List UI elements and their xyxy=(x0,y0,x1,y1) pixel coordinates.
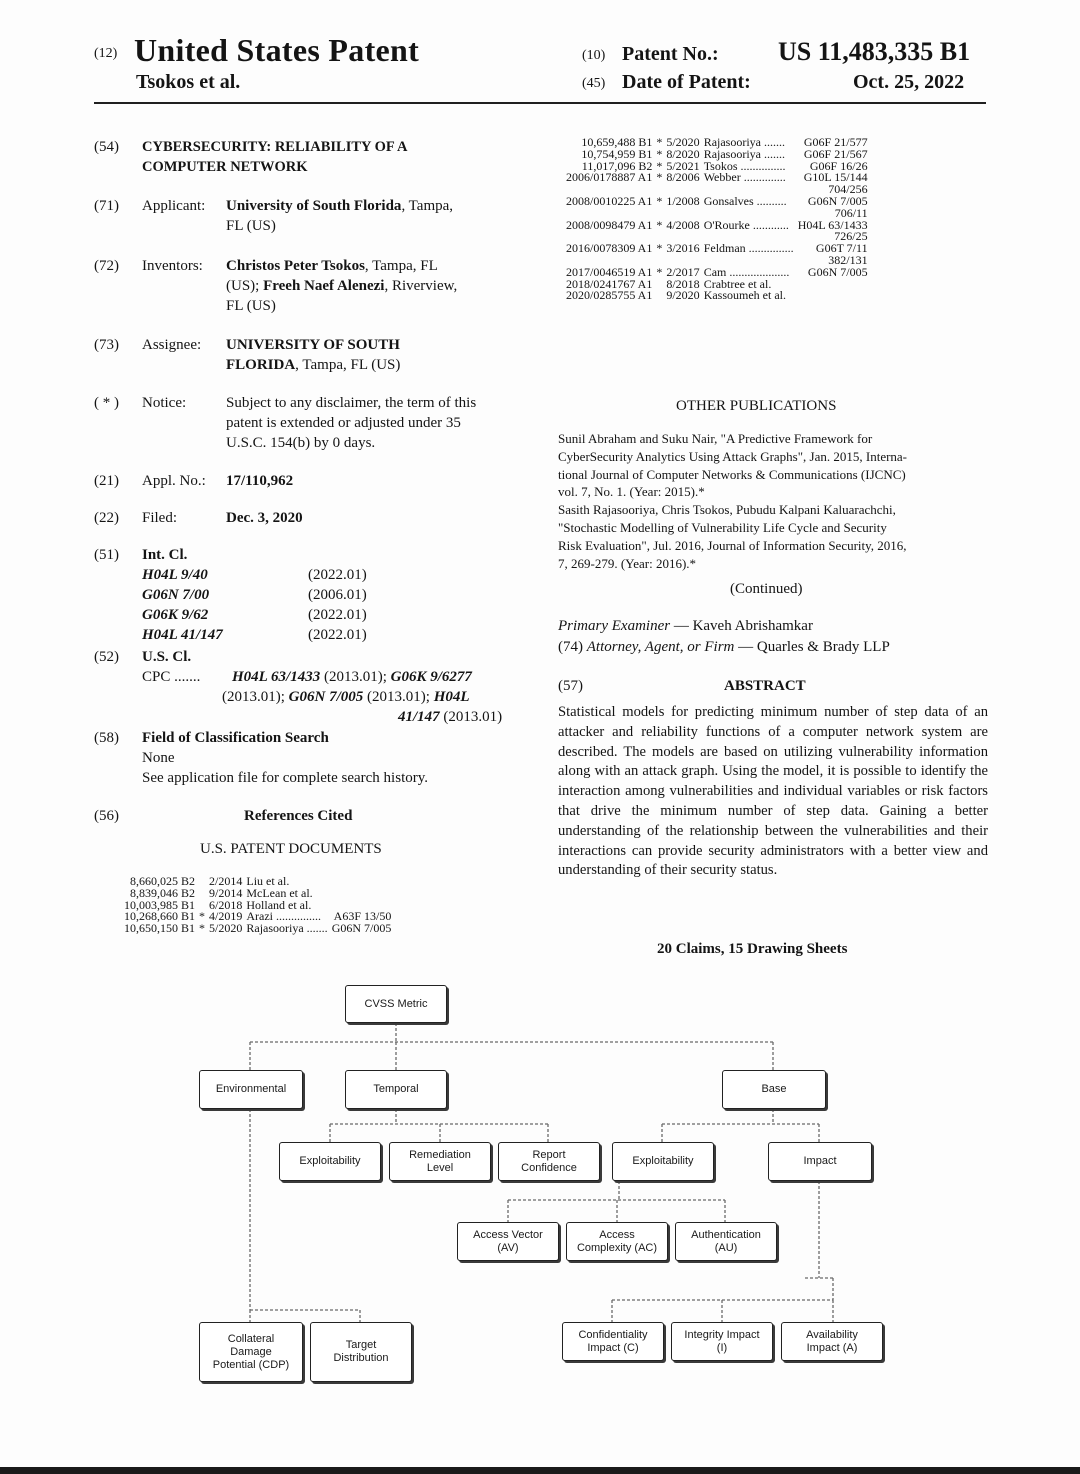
field-number-10: (10) xyxy=(582,48,606,63)
int-class-1-year: (2022.01) xyxy=(308,567,367,583)
ref-name: Webber .............. xyxy=(703,170,786,185)
node-label xyxy=(691,1229,761,1255)
ref-cited-by-examiner: * xyxy=(199,921,206,936)
node-label-line: Damage xyxy=(230,1345,272,1358)
field-of-search-label: Field of Classification Search xyxy=(142,730,329,746)
field-57-num: (57) xyxy=(558,678,583,694)
node-collateral-damage-potential xyxy=(199,1322,303,1382)
attorney-label: Attorney, Agent, or Firm xyxy=(586,639,735,655)
ref-cited-by-examiner: * xyxy=(656,170,663,185)
ref-cited-by-examiner: * xyxy=(656,241,663,256)
ref-cited-by-examiner: * xyxy=(656,146,663,161)
int-class-4: H04L 41/147 xyxy=(142,627,223,643)
field-51-num: (51) xyxy=(94,547,119,563)
node-temporal xyxy=(345,1070,447,1109)
ref-class: G06N 7/005 xyxy=(807,264,868,279)
int-class-3-year: (2022.01) xyxy=(308,607,367,623)
node-label: Environmental xyxy=(215,1083,287,1095)
node-label-line: Distribution xyxy=(333,1352,389,1364)
references-cited-label: References Cited xyxy=(244,808,353,824)
field-52-num: (52) xyxy=(94,649,119,665)
field-21-num: (21) xyxy=(94,473,119,489)
inventors-label: Inventors: xyxy=(142,258,203,274)
node-cvss-metric xyxy=(345,985,447,1023)
applicant-city: , Tampa, xyxy=(401,198,454,214)
int-class-1: H04L 9/40 xyxy=(142,567,208,583)
ref-class: G06F 21/577 xyxy=(803,135,868,149)
ref-name: Arazi ............... xyxy=(246,909,322,924)
notice-line1: Subject to any disclaimer, the term of this xyxy=(226,395,477,411)
node-label xyxy=(577,1229,657,1255)
date-of-patent-label: Date of Patent: xyxy=(622,71,751,93)
node-label-line: Collateral xyxy=(227,1332,275,1345)
ref-class: G06N 7/005 xyxy=(331,921,392,936)
node-access-complexity xyxy=(566,1222,668,1261)
publication-line: tional Journal of Computer Networks & Communications (IJCNC) xyxy=(558,466,906,482)
ref-doc-number: 2016/0078309 A1 xyxy=(566,241,653,256)
assignee-line1: UNIVERSITY OF SOUTH xyxy=(226,337,400,353)
cpc-year-4: (2013.01) xyxy=(439,709,503,725)
ref-name: Gonsalves .......... xyxy=(703,193,787,208)
inventor-2-name: Freeh Naef Alenezi xyxy=(263,278,385,294)
ref-doc-number: 8,660,025 B2 xyxy=(130,874,196,888)
node-label-line: Potential (CDP) xyxy=(212,1358,290,1371)
node-label-line: Authentication xyxy=(691,1228,761,1241)
node-label: Exploitability xyxy=(632,1155,694,1167)
ref-cited-by-examiner: * xyxy=(656,135,663,149)
field-of-search-value: None xyxy=(142,750,175,766)
field-54-num: (54) xyxy=(94,139,119,155)
node-impact xyxy=(768,1142,872,1181)
appl-no-label: Appl. No.: xyxy=(142,473,206,489)
cpc-year-1: (2013.01); xyxy=(320,669,391,685)
applicant-label: Applicant: xyxy=(142,198,206,214)
publication-line: Risk Evaluation", Jul. 2016, Journal of Information Security, 2016, xyxy=(558,537,907,553)
field-56-num: (56) xyxy=(94,808,119,824)
cpc-class-1: H04L 63/1433 xyxy=(232,669,321,685)
ref-date: 2/2017 xyxy=(666,264,700,279)
ref-class: 726/25 xyxy=(834,229,868,244)
node-label: Exploitability xyxy=(299,1155,361,1167)
assignee-label: Assignee: xyxy=(142,337,202,353)
ref-class: G06F 21/567 xyxy=(803,146,868,161)
ref-doc-number: 10,003,985 B1 xyxy=(124,897,196,912)
ref-name: Holland et al. xyxy=(246,897,312,912)
node-label-line: Target xyxy=(345,1339,377,1351)
patent-number: US 11,483,335 B1 xyxy=(778,37,971,66)
ref-class: 382/131 xyxy=(828,252,868,267)
node-integrity-impact xyxy=(671,1322,773,1361)
ref-name: Liu et al. xyxy=(246,874,290,888)
cpc-class-3: G06N 7/005 xyxy=(288,689,364,705)
node-label-line: (AV) xyxy=(497,1241,519,1254)
node-label-line: Integrity Impact xyxy=(684,1328,760,1341)
date-of-patent: Oct. 25, 2022 xyxy=(853,71,965,93)
ref-doc-number: 2008/0098479 A1 xyxy=(566,217,653,232)
ref-date: 3/2016 xyxy=(666,241,700,256)
inventor-1-country: (US); xyxy=(226,278,264,294)
publication-line: Sasith Rajasooriya, Chris Tsokos, Pubudu Kalpani Kaluarachchi, xyxy=(558,502,896,518)
abstract-text: Statistical models for predicting minimum number of step data of an attacker and reliability functions of a computer network system are described. The models are based on utilizing vulnerability information along with an attack graph. Using the model, it is possible to identify the interaction among vulnerabilities and individual variables or risk factors that drive the minimum number of step data. Gaining a better understanding of the relationship between the vulnerabilities and their interactions can provide security administrators with a better view and understanding of their security status. xyxy=(558,704,988,879)
node-label-line: (I) xyxy=(716,1341,728,1354)
cpc-label: CPC ....... xyxy=(142,669,201,685)
inventors-short: Tsokos et al. xyxy=(136,71,241,93)
bottom-border xyxy=(0,1467,1080,1474)
ref-date: 4/2008 xyxy=(666,217,700,232)
ref-date: 8/2006 xyxy=(666,170,700,185)
field-72-num: (72) xyxy=(94,258,119,274)
node-label xyxy=(578,1329,647,1355)
ref-cited-by-examiner: * xyxy=(656,158,663,173)
ref-doc-number: 2008/0010225 A1 xyxy=(566,193,653,208)
attorney-name: — Quarles & Brady LLP xyxy=(734,639,890,655)
node-access-vector xyxy=(457,1222,559,1261)
node-target-distribution xyxy=(310,1322,412,1382)
primary-examiner-label: Primary Examiner xyxy=(558,618,671,634)
node-label xyxy=(333,1339,388,1365)
applicant-name: University of South Florida xyxy=(226,198,402,214)
node-base-exploitability xyxy=(612,1142,714,1181)
node-label xyxy=(806,1329,858,1355)
field-74-num: (74) xyxy=(558,639,583,655)
node-label xyxy=(684,1329,759,1355)
ref-doc-number: 11,017,096 B2 xyxy=(581,158,653,173)
int-class-2: G06N 7/00 xyxy=(142,587,210,603)
ref-doc-number: 2020/0285755 A1 xyxy=(566,288,653,303)
ref-name: Rajasooriya ....... xyxy=(246,921,328,936)
node-label-line: (AU) xyxy=(714,1241,738,1254)
ref-name: Cam .................... xyxy=(703,264,790,279)
node-label: CVSS Metric xyxy=(364,997,428,1010)
ref-class: 704/256 xyxy=(828,182,868,197)
cpc-year-3: (2013.01); xyxy=(363,689,434,705)
field-22-num: (22) xyxy=(94,510,119,526)
node-label xyxy=(213,1333,289,1372)
node-label-line: Report xyxy=(532,1148,566,1161)
ref-doc-number: 2006/0178887 A1 xyxy=(566,170,653,185)
node-label-line: Remediation xyxy=(409,1148,471,1161)
node-availability-impact xyxy=(781,1322,883,1361)
ref-class: G06N 7/005 xyxy=(807,193,868,208)
int-class-2-year: (2006.01) xyxy=(308,587,367,603)
node-label: Impact xyxy=(803,1155,837,1167)
int-class-3: G06K 9/62 xyxy=(142,607,209,623)
node-temporal-exploitability xyxy=(279,1142,381,1181)
int-class-4-year: (2022.01) xyxy=(308,627,367,643)
ref-cited-by-examiner: * xyxy=(656,217,663,232)
node-remediation-level xyxy=(389,1142,491,1181)
int-cl-label: Int. Cl. xyxy=(142,547,188,563)
notice-line3: U.S.C. 154(b) by 0 days. xyxy=(226,435,376,451)
node-label-line: Access Vector xyxy=(473,1228,543,1241)
continued-note: (Continued) xyxy=(730,581,803,597)
ref-doc-number: 2017/0046519 A1 xyxy=(566,264,653,279)
ref-date: 8/2018 xyxy=(666,276,700,291)
node-report-confidence xyxy=(498,1142,600,1181)
cpc-class-4-end: 41/147 xyxy=(398,709,440,725)
notice-label: Notice: xyxy=(142,395,187,411)
ref-class: H04L 63/1433 xyxy=(797,217,868,232)
ref-name: Tsokos ............... xyxy=(703,158,786,173)
ref-date: 8/2020 xyxy=(666,146,700,161)
ref-date: 4/2019 xyxy=(209,909,243,924)
ref-date: 1/2008 xyxy=(666,193,700,208)
ref-doc-number: 10,268,660 B1 xyxy=(124,909,196,924)
node-label-line: Impact (C) xyxy=(587,1341,639,1354)
publication-line: 7, 269-279. (Year: 2016).* xyxy=(558,555,697,571)
ref-doc-number: 10,659,488 B1 xyxy=(581,135,653,149)
ref-cited-by-examiner: * xyxy=(199,909,206,924)
inventor-2-city: , Riverview, xyxy=(384,278,458,294)
ref-name: Rajasooriya ....... xyxy=(703,146,786,161)
node-environmental xyxy=(199,1070,303,1109)
ref-name: McLean et al. xyxy=(246,885,313,900)
ref-name: Rajasooriya ....... xyxy=(703,135,786,149)
inventor-line3: FL (US) xyxy=(226,298,276,314)
filed-date: Dec. 3, 2020 xyxy=(226,510,303,526)
abstract-heading: ABSTRACT xyxy=(724,678,806,694)
field-58-num: (58) xyxy=(94,730,119,746)
invention-title-line1: CYBERSECURITY: RELIABILITY OF A xyxy=(142,139,408,155)
ref-doc-number: 10,650,150 B1 xyxy=(124,921,196,936)
ref-name: Feldman ............... xyxy=(703,241,794,256)
node-base xyxy=(722,1070,826,1109)
ref-date: 6/2018 xyxy=(209,897,243,912)
node-label: Base xyxy=(761,1083,787,1095)
node-label-line: Impact (A) xyxy=(806,1341,858,1354)
applicant-line2: FL (US) xyxy=(226,218,276,234)
inventor-1-name: Christos Peter Tsokos xyxy=(226,258,365,274)
ref-date: 5/2021 xyxy=(666,158,700,173)
assignee-name-end: FLORIDA xyxy=(226,357,296,373)
filed-label: Filed: xyxy=(142,510,178,526)
field-71-num: (71) xyxy=(94,198,119,214)
publication-line: Sunil Abraham and Suku Nair, "A Predictive Framework for xyxy=(558,431,873,446)
ref-class: G06F 16/26 xyxy=(809,158,868,173)
ref-name: O'Rourke ............ xyxy=(703,217,789,232)
node-label-line: Confidence xyxy=(521,1161,577,1174)
us-patent-documents-heading: U.S. PATENT DOCUMENTS xyxy=(200,841,382,857)
node-label-line: Availability xyxy=(806,1328,858,1341)
cpc-class-4: H04L xyxy=(433,689,470,705)
field-number-45: (45) xyxy=(582,76,606,91)
cpc-class-2: G06K 9/6277 xyxy=(390,669,472,685)
node-label-line: Level xyxy=(426,1161,454,1174)
cpc-year-2: (2013.01); xyxy=(222,689,289,705)
publication-line: "Stochastic Modelling of Vulnerability Life Cycle and Security xyxy=(558,519,887,535)
ref-date: 9/2020 xyxy=(666,288,700,303)
ref-date: 9/2014 xyxy=(209,885,243,900)
ref-date: 5/2020 xyxy=(209,921,243,936)
claims-and-sheets: 20 Claims, 15 Drawing Sheets xyxy=(657,941,848,957)
node-label-line: Complexity (AC) xyxy=(576,1241,658,1254)
ref-class: G06T 7/11 xyxy=(815,241,868,256)
us-cl-label: U.S. Cl. xyxy=(142,649,192,665)
patent-type-title: United States Patent xyxy=(134,32,420,68)
publication-line: vol. 7, No. 1. (Year: 2015).* xyxy=(558,484,705,500)
other-publications-heading: OTHER PUBLICATIONS xyxy=(676,398,837,414)
node-label xyxy=(473,1229,543,1255)
patent-no-label: Patent No.: xyxy=(622,43,719,65)
field-73-num: (73) xyxy=(94,337,119,353)
ref-date: 2/2014 xyxy=(209,874,243,888)
node-label xyxy=(521,1149,577,1175)
inventor-1-city: , Tampa, FL xyxy=(364,258,438,274)
ref-name: Crabtree et al. xyxy=(703,276,772,291)
node-authentication xyxy=(675,1222,777,1261)
appl-no-value: 17/110,962 xyxy=(226,473,294,489)
node-confidentiality-impact xyxy=(562,1322,664,1361)
publication-line: CyberSecurity Analytics Using Attack Graphs", Jan. 2015, Interna- xyxy=(558,448,908,464)
node-label xyxy=(409,1149,471,1175)
notice-line2: patent is extended or adjusted under 35 xyxy=(226,415,461,431)
ref-class: G10L 15/144 xyxy=(803,170,868,185)
ref-doc-number: 10,754,959 B1 xyxy=(581,146,653,161)
node-label-line: Confidentiality xyxy=(578,1328,648,1341)
ref-doc-number: 8,839,046 B2 xyxy=(130,885,196,900)
invention-title-line2: COMPUTER NETWORK xyxy=(142,159,308,175)
notice-num: ( * ) xyxy=(94,395,119,411)
ref-cited-by-examiner: * xyxy=(656,193,663,208)
ref-doc-number: 2018/0241767 A1 xyxy=(566,276,653,291)
assignee-city: , Tampa, FL (US) xyxy=(295,357,401,373)
search-history-note: See application file for complete search history. xyxy=(142,770,429,786)
ref-class: A63F 13/50 xyxy=(333,909,392,924)
ref-cited-by-examiner: * xyxy=(656,264,663,279)
field-number-12: (12) xyxy=(94,46,118,61)
primary-examiner-name: — Kaveh Abrishamkar xyxy=(670,618,813,634)
ref-class: 706/11 xyxy=(834,205,868,220)
ref-name: Kassoumeh et al. xyxy=(703,288,786,303)
ref-date: 5/2020 xyxy=(666,135,700,149)
node-label-line: Access xyxy=(599,1228,635,1241)
node-label: Temporal xyxy=(373,1083,419,1095)
